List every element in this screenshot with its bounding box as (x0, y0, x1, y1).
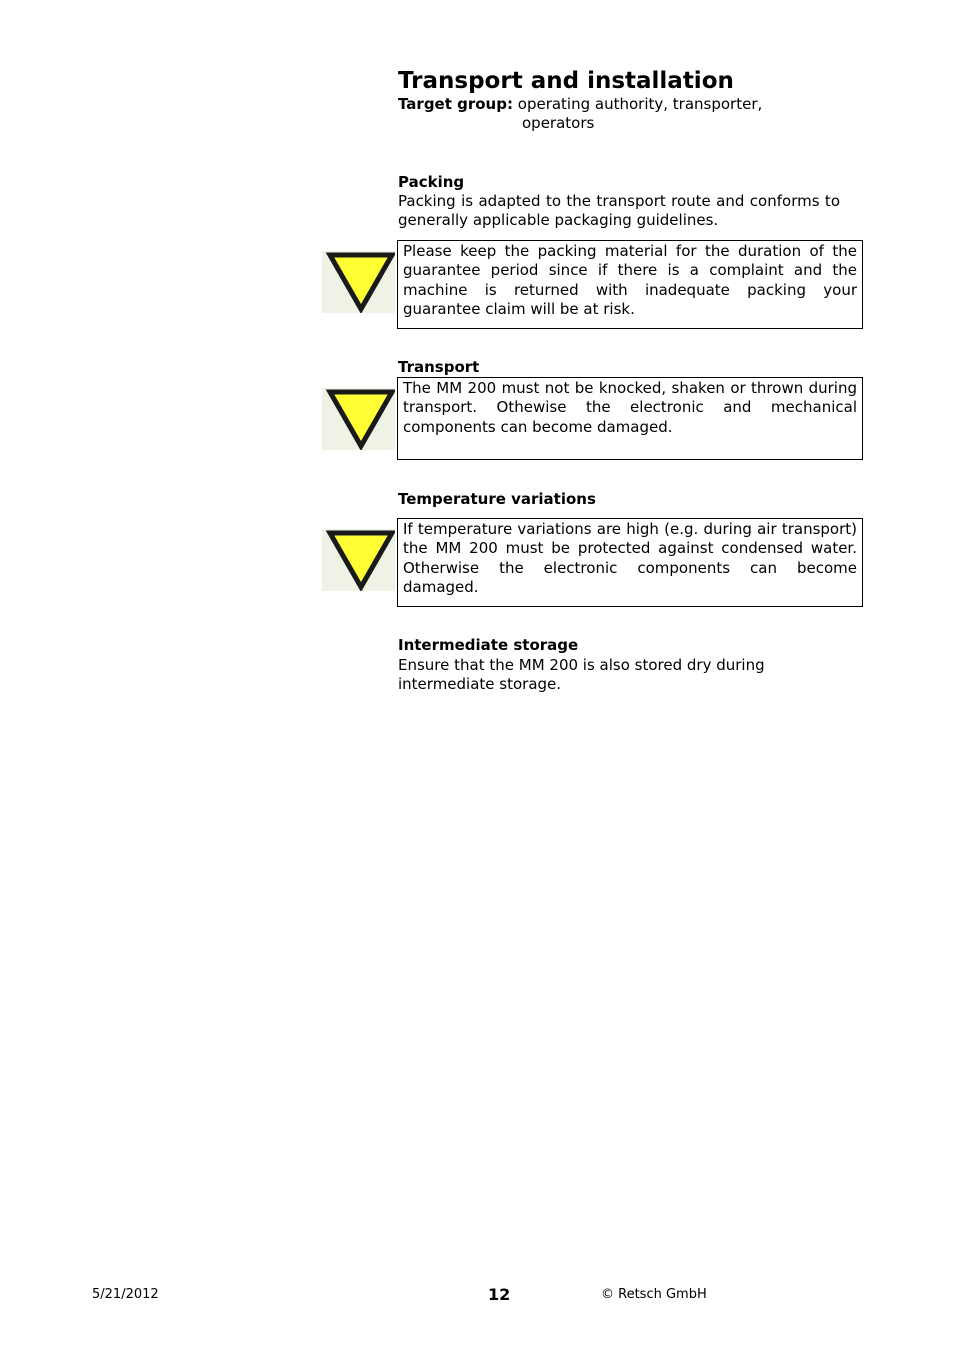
temperature-heading: Temperature variations (398, 490, 596, 508)
target-group (398, 95, 838, 133)
warning-triangle-icon (322, 529, 395, 591)
page-title: Transport and installation (398, 68, 734, 94)
warning-triangle-icon (322, 251, 395, 313)
footer-copyright: © Retsch GmbH (601, 1287, 707, 1302)
packing-notice: Please keep the packing material for the duration of the guarantee period since if there is a complaint and the machine is returned with inadequate packing your guarantee claim will be at risk. (397, 240, 863, 329)
warning-triangle-icon (322, 388, 395, 450)
storage-heading: Intermediate storage (398, 636, 579, 654)
page-number: 12 (488, 1285, 511, 1304)
target-group-line2: operators (522, 114, 595, 132)
packing-text: Packing is adapted to the transport route and conforms to generally applicable packaging guidelines. (398, 192, 840, 230)
target-group-label: Target group: (398, 95, 513, 113)
packing-heading: Packing (398, 173, 465, 191)
footer-date: 5/21/2012 (92, 1287, 159, 1302)
transport-notice: The MM 200 must not be knocked, shaken or thrown during transport. Othewise the electronic and mechanical components can become damaged. (397, 377, 863, 460)
temperature-notice: If temperature variations are high (e.g. during air transport) the MM 200 must be protected against condensed water. Otherwise the electronic components can become damaged. (397, 518, 863, 607)
transport-heading: Transport (398, 358, 480, 376)
storage-text: Ensure that the MM 200 is also stored dry during intermediate storage. (398, 656, 765, 694)
target-group-line1: operating authority, transporter, (517, 95, 763, 113)
